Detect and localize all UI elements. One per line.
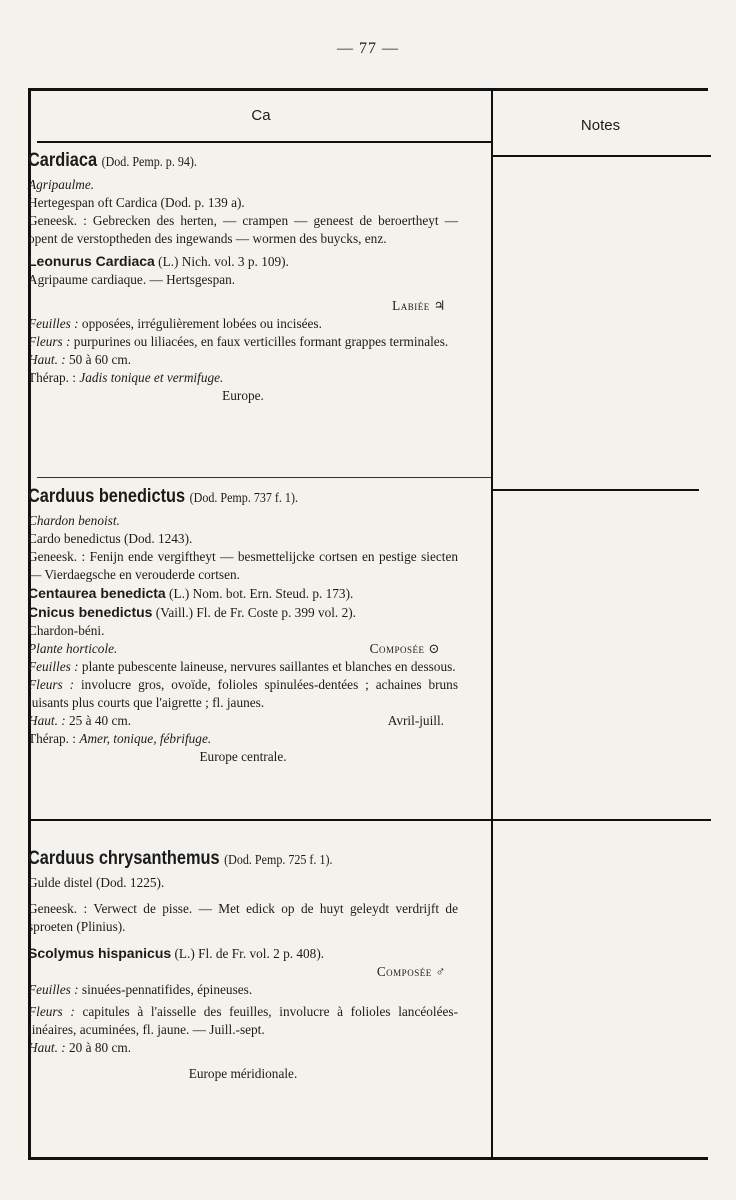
entry-separator-1 — [37, 477, 491, 478]
page-number: — 77 — — [337, 40, 399, 57]
fleurs-line: Fleurs : purpurines ou liliacées, en faux verticilles formant grappes terminales. — [28, 334, 449, 349]
region: Europe. — [222, 388, 264, 403]
haut-line: Haut. : 20 à 80 cm. — [28, 1040, 132, 1055]
latin-ref: Cardo benedictus (Dod. 1243). — [28, 531, 193, 546]
notes-separator-2 — [493, 819, 711, 821]
common-names: Agripaume cardiaque. — Hertsgespan. — [28, 272, 236, 287]
notes-separator-1 — [493, 489, 699, 491]
entry-title: Cardiaca (Dod. Pemp. p. 94). — [28, 150, 197, 171]
family-label: Labiée ♃ — [392, 298, 446, 313]
plante-row: Plante horticole. Composée ⊙ — [28, 641, 440, 656]
header-rule-notes — [493, 155, 711, 157]
flemish-name: Hertegespan oft Cardica (Dod. p. 139 a). — [28, 195, 245, 210]
column-divider — [491, 91, 493, 1157]
entry-title: Carduus benedictus (Dod. Pemp. 737 f. 1). — [28, 486, 298, 507]
fleurs-line: Fleurs : capitules à l'aisselle des feuilles, involucre à folioles lancéolées-linéaires, acuminées, fl. jaune. — Juill.-sept. — [28, 1004, 459, 1037]
feuilles-line: Feuilles : plante pubescente laineuse, nervures saillantes et blanches en dessous. — [28, 659, 456, 674]
geneesk-text: Geneesk. : Fenijn ende vergiftheyt — besmettelijcke cortsen en pestige siecten — Vierdaegsche en verouderde cortsen. — [28, 549, 458, 582]
entry-carduus-benedictus — [28, 484, 458, 766]
french-name: Agripaulme. — [28, 177, 95, 192]
region: Europe méridionale. — [188, 1066, 298, 1081]
synonym: Scolymus hispanicus (L.) Fl. de Fr. vol. 2 p. 408). — [28, 945, 325, 961]
geneesk-text: Geneesk. : Verwect de pisse. — Met edick op de huyt geleydt verdrijft de sproeten (Plinius). — [28, 901, 458, 934]
fleurs-line: Fleurs : involucre gros, ovoïde, folioles spinulées-dentées ; achaines bruns luisants plus courts que l'aigrette ; fl. jaunes. — [28, 677, 458, 710]
haut-line: Haut. : 50 à 60 cm. — [28, 352, 132, 367]
entry-carduus-chrysanthemus — [28, 846, 458, 1083]
synonym-2: Cnicus benedictus (Vaill.) Fl. de Fr. Coste p. 399 vol. 2). — [28, 604, 356, 620]
geneesk-text: Geneesk. : Gebrecken des herten, — crampen — geneest de beroertheyt — opent de verstoptheden des ingewands — wormen des buycks, enz. — [28, 213, 458, 246]
column-header-notes: Notes — [580, 117, 621, 134]
therap-line: Thérap. : Amer, tonique, fébrifuge. — [28, 731, 212, 746]
common-fr: Chardon-béni. — [28, 623, 105, 638]
header-rule-main — [37, 141, 491, 143]
entry-cardiaca — [28, 148, 458, 405]
therap-line: Thérap. : Jadis tonique et vermifuge. — [28, 370, 224, 385]
synonym: Leonurus Cardiaca (L.) Nich. vol. 3 p. 109). — [28, 253, 289, 269]
french-name: Chardon benoist. — [28, 513, 120, 528]
feuilles-line: Feuilles : opposées, irrégulièrement lobées ou incisées. — [28, 316, 322, 331]
column-header-main: Ca — [251, 107, 271, 124]
entry-title: Carduus chrysanthemus (Dod. Pemp. 725 f. 1). — [28, 848, 333, 869]
region: Europe centrale. — [199, 749, 287, 764]
family-label: Composée ♂ — [376, 964, 446, 979]
synonym-1: Centaurea benedicta (L.) Nom. bot. Ern. Steud. p. 173). — [28, 585, 354, 601]
flemish-name: Gulde distel (Dod. 1225). — [28, 875, 165, 890]
entry-separator-2 — [31, 819, 491, 821]
haut-row: Haut. : 25 à 40 cm. Avril-juill. — [28, 713, 444, 728]
feuilles-line: Feuilles : sinuées-pennatifides, épineuses. — [28, 982, 253, 997]
